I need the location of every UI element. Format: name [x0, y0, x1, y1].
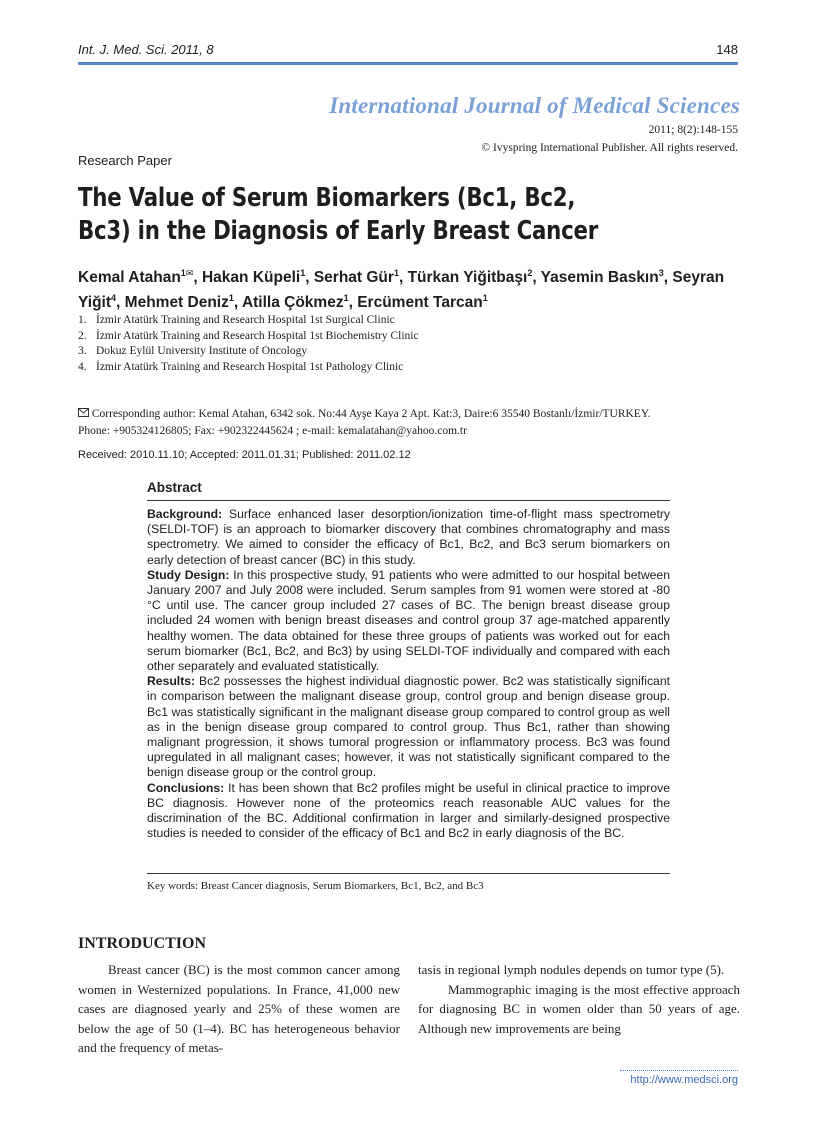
author-separator: , [348, 294, 358, 312]
author [357, 294, 488, 311]
paragraph: tasis in regional lymph nodules depends on tumor type (5). [418, 962, 725, 977]
abstract-section-label: Study Design: [147, 567, 230, 582]
abstract-body [147, 507, 670, 841]
affiliation [78, 360, 419, 376]
affiliation-text: İzmir Atatürk Training and Research Hospital 1st Surgical Clinic [96, 314, 395, 326]
envelope-icon [78, 408, 92, 420]
abstract-heading: Abstract [147, 480, 202, 495]
correspondence-address: Corresponding author: Kemal Atahan, 6342 sok. No:44 Ayşe Kaya 2 Apt. Kat:3, Daire:6 35540 Bostanlı/İzmir/TURKEY. [91, 408, 651, 420]
affiliation-text: İzmir Atatürk Training and Research Hospital 1st Biochemistry Clinic [96, 329, 419, 342]
author [125, 294, 242, 311]
author-affiliation-marker: 3 [658, 268, 664, 278]
correspondence [78, 406, 748, 439]
intro-column-left [78, 960, 400, 1058]
section-heading-introduction: INTRODUCTION [78, 935, 207, 952]
footer-divider [620, 1070, 738, 1071]
author-affiliation-marker: 1 [228, 293, 234, 304]
affiliation-number: 1. [78, 314, 87, 326]
author [314, 269, 408, 286]
author-name: Seyran Yiğit [78, 269, 725, 312]
running-header-journal: Int. J. Med. Sci. 2011, 8 [78, 42, 214, 57]
author-separator: , [233, 294, 242, 312]
corresponding-author-icon: ✉ [185, 268, 194, 278]
author-name: Atilla Çökmez [241, 294, 344, 312]
author-name: Türkan Yiğitbaşı [407, 269, 528, 287]
author-affiliation-marker: 1 [343, 293, 349, 304]
author-affiliation-marker: 1 [300, 268, 306, 278]
affiliation-number: 2. [78, 329, 87, 342]
author-separator: , [398, 269, 408, 287]
abstract-section-label: Background: [147, 507, 223, 521]
abstract-section [147, 781, 670, 842]
affiliation [78, 329, 419, 345]
author [78, 269, 202, 286]
affiliation-text: Dokuz Eylül University Institute of Oncology [96, 345, 308, 357]
page-number: 148 [716, 42, 738, 57]
abstract-section-text: In this prospective study, 91 patients who were admitted to our hospital between January 2007 and July 2008 were included. Serum samples from 91 women were stored at -80 °C until use. The cancer group included 27 cases of BC. The benign breast disease group included 24 women with benign breast diseases and control group 37 age-matched apparently healthy women. The data obtained for these three groups of patients was worked out for each serum biomarker (Bc1, Bc2, and Bc3) by using SELDI-TOF individually and compared with each other separately and evaluated statistically. [147, 567, 670, 674]
author-affiliation-marker: 1 [482, 293, 488, 304]
abstract-section-label: Results: [147, 674, 196, 689]
affiliation [78, 344, 419, 360]
abstract-section-text: It has been shown that Bc2 profiles might be useful in clinical practice to improve BC diagnosis. However none of the proteomics reach reasonable AUC values for the discrimination of the BC. Additional confirmation in larger and similarly-designed prospective studies is needed to consider of the efficacy of Bc1 and Bc2 in early diagnosis of the BC. [147, 780, 670, 841]
article-title: The Value of Serum Biomarkers (Bc1, Bc2, Bc3) in the Diagnosis of Early Breast Cancer [78, 183, 598, 246]
author [408, 269, 541, 286]
abstract-rule-bottom [147, 873, 670, 874]
abstract-section [147, 507, 670, 568]
author [202, 269, 314, 286]
intro-column-right [418, 960, 740, 1038]
paper-type: Research Paper [78, 153, 172, 168]
publication-dates: Received: 2010.11.10; Accepted: 2011.01.31; Published: 2011.02.12 [78, 449, 411, 461]
author-affiliation-marker: 4 [111, 293, 117, 304]
author-name: Serhat Gür [313, 269, 394, 287]
abstract-section [147, 568, 670, 674]
affiliation-number: 3. [78, 345, 87, 357]
paragraph: Breast cancer (BC) is the most common cancer among women in Westernized populations. In France, 41,000 new cases are diagnosed yearly and 25% of these women are below the age of 50 (1–4). BC has heterogeneous behavior and the frequency of metas- [78, 962, 400, 1056]
abstract-rule-top [147, 500, 670, 501]
author-separator: , [663, 269, 673, 287]
affiliation [78, 313, 419, 329]
author-separator: , [116, 294, 125, 312]
author-separator: , [532, 269, 541, 287]
abstract-section [147, 674, 670, 780]
author [242, 294, 357, 311]
author-list [78, 263, 743, 313]
author-affiliation-marker: 1 [180, 268, 186, 278]
journal-url-link[interactable]: http://www.medsci.org [630, 1074, 738, 1086]
abstract-section-text: Surface enhanced laser desorption/ionization time-of-flight mass spectrometry (SELDI-TOF) is an approach to biomarker discovery that combines chromatography and mass spectrometry. We aimed to consider the efficacy of Bc1, Bc2, and Bc3 serum biomarkers on early detection of breast cancer (BC) in this study. [147, 507, 670, 567]
author-name: Ercüment Tarcan [357, 294, 483, 312]
publication-info [481, 121, 738, 157]
author-affiliation-marker: 2 [527, 268, 533, 278]
affiliation-number: 4. [78, 360, 87, 373]
author-name: Hakan Küpeli [201, 269, 301, 287]
citation: 2011; 8(2):148-155 [648, 124, 738, 136]
correspondence-contact: Phone: +905324126805; Fax: +902322445624 ; e-mail: kemalatahan@yahoo.com.tr [78, 424, 467, 437]
author-separator: , [193, 269, 202, 287]
copyright: © Ivyspring International Publisher. All rights reserved. [481, 142, 738, 154]
journal-title: International Journal of Medical Sciences [329, 93, 740, 118]
abstract-section-label: Conclusions: [147, 780, 225, 795]
abstract-section-text: Bc2 possesses the highest individual diagnostic power. Bc2 was statistically significant in comparison between the malignant disease group, control group and benign disease group. Bc1 was statistically significant in the malignant disease group compared to control group as well as in the benign disease group compared to control group. Thus Bc1, rather than showing malignant progression, it shows tumoral progression or inflammatory process. Bc3 was found upregulated in all malignant cases; however, it was not statistically significant compared to the benign disease group or the control group. [147, 674, 670, 780]
affiliation-text: İzmir Atatürk Training and Research Hospital 1st Pathology Clinic [96, 360, 404, 373]
paragraph: Mammographic imaging is the most effective approach for diagnosing BC in women older than 50 years of age. Although new improvements are being [418, 981, 740, 1036]
affiliation-list [78, 313, 419, 375]
author [541, 269, 673, 286]
author-name: Mehmet Deniz [124, 294, 229, 312]
author-name: Kemal Atahan [78, 269, 181, 287]
author-separator: , [305, 269, 314, 287]
author-name: Yasemin Baskın [540, 269, 659, 287]
keywords: Key words: Breast Cancer diagnosis, Serum Biomarkers, Bc1, Bc2, and Bc3 [147, 880, 484, 892]
author-affiliation-marker: 1 [393, 268, 399, 278]
header-divider [78, 62, 738, 65]
